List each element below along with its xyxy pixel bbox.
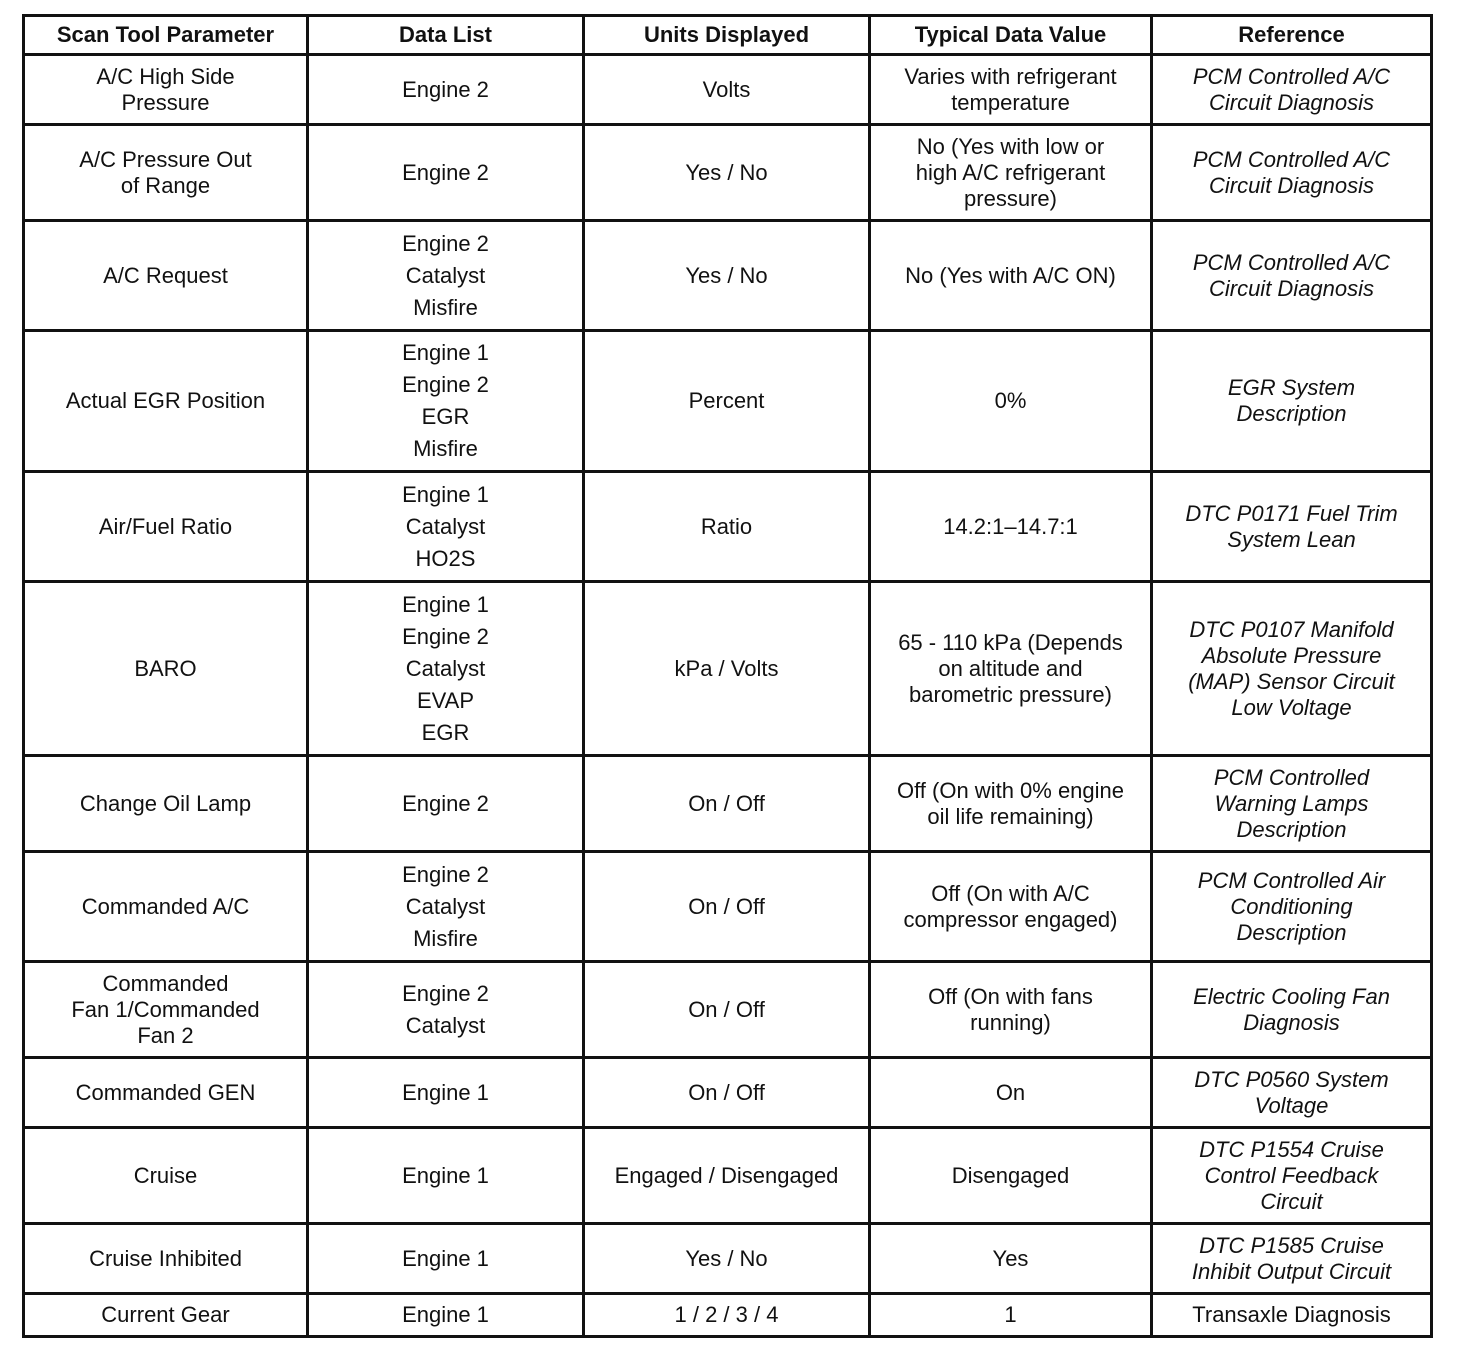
typical-value-cell-line: temperature: [951, 89, 1070, 115]
reference-cell-line: Circuit Diagnosis: [1208, 172, 1375, 198]
units-cell: kPa / Volts: [584, 582, 870, 756]
reference-cell-line: Inhibit Output Circuit: [1191, 1258, 1392, 1284]
data-list-cell-line: Engine 2: [402, 230, 489, 256]
reference-cell: [1152, 1058, 1432, 1128]
table-row: [24, 852, 1432, 962]
units-cell: Ratio: [584, 472, 870, 582]
data-list-cell: [308, 331, 584, 472]
table-row: [24, 125, 1432, 221]
reference-cell-line: DTC P1585 Cruise: [1199, 1232, 1384, 1258]
reference-cell-line: Description: [1236, 816, 1347, 842]
typical-value-cell-line: compressor engaged): [903, 906, 1118, 932]
reference-cell-line: Electric Cooling Fan: [1193, 983, 1390, 1009]
typical-value-cell: [870, 331, 1152, 472]
typical-value-cell-line: No (Yes with A/C ON): [905, 262, 1116, 288]
typical-value-cell: [870, 962, 1152, 1058]
table-row: [24, 962, 1432, 1058]
parameter-cell: [24, 331, 308, 472]
header-reference: Reference: [1152, 16, 1432, 55]
data-list-cell: [308, 582, 584, 756]
units-cell: Yes / No: [584, 221, 870, 331]
typical-value-cell: [870, 852, 1152, 962]
reference-cell-line: Circuit Diagnosis: [1208, 89, 1375, 115]
parameter-cell-line: A/C High Side: [96, 63, 235, 89]
parameter-cell: [24, 472, 308, 582]
units-cell: On / Off: [584, 852, 870, 962]
typical-value-cell-line: On: [995, 1079, 1026, 1105]
header-typical-data-value: Typical Data Value: [870, 16, 1152, 55]
data-list-cell-line: Misfire: [413, 436, 478, 461]
typical-value-cell-line: No (Yes with low or: [916, 133, 1105, 159]
table-row: [24, 1128, 1432, 1224]
parameter-cell: [24, 852, 308, 962]
reference-cell-line: System Lean: [1227, 526, 1356, 552]
parameter-cell: [24, 582, 308, 756]
typical-value-cell: [870, 582, 1152, 756]
typical-value-cell-line: 0%: [994, 388, 1027, 413]
reference-cell-line: DTC P0107 Manifold: [1189, 616, 1394, 642]
reference-cell-line: Circuit Diagnosis: [1208, 275, 1375, 301]
parameter-cell-line: Change Oil Lamp: [79, 790, 252, 816]
parameter-cell: [24, 756, 308, 852]
table-body: [24, 55, 1432, 1337]
typical-value-cell-line: Yes: [992, 1245, 1029, 1271]
data-list-cell-line: Engine 1: [402, 1302, 489, 1327]
data-list-cell-line: Engine 2: [402, 861, 489, 887]
parameter-cell-line: A/C Request: [103, 262, 228, 288]
reference-cell: [1152, 1224, 1432, 1294]
parameter-cell: [24, 1128, 308, 1224]
table-row: [24, 1294, 1432, 1337]
parameter-cell: [24, 1294, 308, 1337]
units-cell: Yes / No: [584, 125, 870, 221]
reference-cell-line: Description: [1236, 919, 1347, 945]
data-list-cell: [308, 1224, 584, 1294]
data-list-cell: [308, 1058, 584, 1128]
data-list-cell: [308, 756, 584, 852]
data-list-cell-line: EGR: [421, 404, 470, 429]
data-list-cell-line: Engine 1: [402, 591, 489, 617]
typical-value-cell: [870, 55, 1152, 125]
parameter-cell-line: Current Gear: [101, 1302, 230, 1327]
typical-value-cell-line: Varies with refrigerant: [904, 63, 1117, 89]
parameter-cell: [24, 221, 308, 331]
table-header-row: [24, 16, 1432, 55]
typical-value-cell: [870, 756, 1152, 852]
scan-tool-data-table: [22, 14, 1433, 1338]
parameter-cell-line: Actual EGR Position: [65, 388, 266, 413]
reference-cell: [1152, 331, 1432, 472]
data-list-cell-line: Engine 1: [402, 1079, 489, 1105]
data-list-cell: [308, 221, 584, 331]
typical-value-cell-line: barometric pressure): [909, 681, 1112, 707]
data-list-cell: [308, 962, 584, 1058]
parameter-cell: [24, 1224, 308, 1294]
units-cell: 1 / 2 / 3 / 4: [584, 1294, 870, 1337]
data-list-cell-line: EVAP: [416, 687, 475, 713]
parameter-cell-line: BARO: [134, 655, 197, 681]
data-list-cell-line: Misfire: [413, 294, 478, 320]
data-list-cell-line: EGR: [421, 719, 470, 745]
typical-value-cell-line: high A/C refrigerant: [915, 159, 1106, 185]
typical-value-cell: [870, 125, 1152, 221]
reference-cell-line: PCM Controlled A/C: [1192, 146, 1391, 172]
data-list-cell-line: Catalyst: [405, 893, 486, 919]
reference-cell-line: Absolute Pressure: [1201, 642, 1382, 668]
reference-cell-line: Voltage: [1254, 1092, 1329, 1118]
data-list-cell-line: Engine 2: [402, 159, 489, 185]
reference-cell: [1152, 125, 1432, 221]
parameter-cell-line: Commanded GEN: [75, 1079, 256, 1105]
data-list-cell: [308, 55, 584, 125]
units-cell: Volts: [584, 55, 870, 125]
typical-value-cell: [870, 1128, 1152, 1224]
reference-cell-line: Circuit: [1260, 1188, 1323, 1214]
scan-tool-data-table-container: [22, 14, 1430, 1338]
units-cell: On / Off: [584, 756, 870, 852]
typical-value-cell: [870, 1058, 1152, 1128]
table-row: [24, 582, 1432, 756]
reference-cell-line: Conditioning: [1230, 893, 1353, 919]
reference-cell-line: PCM Controlled A/C: [1192, 63, 1391, 89]
reference-cell: [1152, 221, 1432, 331]
parameter-cell: [24, 962, 308, 1058]
units-cell: On / Off: [584, 962, 870, 1058]
reference-cell: [1152, 1128, 1432, 1224]
reference-cell: [1152, 1294, 1432, 1337]
reference-cell: [1152, 962, 1432, 1058]
data-list-cell-line: HO2S: [415, 545, 476, 571]
reference-cell-line: PCM Controlled A/C: [1192, 249, 1391, 275]
typical-value-cell-line: 65 - 110 kPa (Depends: [898, 629, 1123, 655]
table-row: [24, 1058, 1432, 1128]
header-scan-tool-parameter: Scan Tool Parameter: [24, 16, 308, 55]
units-cell: Engaged / Disengaged: [584, 1128, 870, 1224]
reference-cell-line: Warning Lamps: [1214, 790, 1369, 816]
parameter-cell-line: of Range: [120, 172, 211, 198]
data-list-cell-line: Engine 1: [402, 481, 489, 507]
reference-cell-line: DTC P0560 System: [1194, 1066, 1389, 1092]
reference-cell-line: Control Feedback: [1204, 1162, 1379, 1188]
reference-cell: [1152, 852, 1432, 962]
reference-cell-line: DTC P1554 Cruise: [1199, 1136, 1384, 1162]
typical-value-cell: [870, 472, 1152, 582]
parameter-cell: [24, 125, 308, 221]
data-list-cell-line: Catalyst: [405, 1012, 486, 1038]
data-list-cell-line: Engine 1: [402, 1245, 489, 1271]
reference-cell-line: EGR System: [1227, 375, 1356, 400]
reference-cell: [1152, 472, 1432, 582]
data-list-cell-line: Engine 2: [402, 980, 489, 1006]
units-cell: On / Off: [584, 1058, 870, 1128]
parameter-cell-line: Commanded A/C: [81, 893, 250, 919]
typical-value-cell: [870, 221, 1152, 331]
typical-value-cell-line: Off (On with fans: [928, 983, 1093, 1009]
reference-cell-line: Low Voltage: [1231, 694, 1352, 720]
typical-value-cell-line: running): [970, 1009, 1051, 1035]
table-row: [24, 756, 1432, 852]
typical-value-cell-line: oil life remaining): [927, 803, 1094, 829]
typical-value-cell-line: Off (On with 0% engine: [896, 777, 1125, 803]
parameter-cell-line: A/C Pressure Out: [79, 146, 252, 172]
units-cell: Percent: [584, 331, 870, 472]
reference-cell-line: Transaxle Diagnosis: [1192, 1302, 1391, 1327]
data-list-cell: [308, 1128, 584, 1224]
typical-value-cell-line: pressure): [964, 185, 1057, 211]
parameter-cell-line: Cruise Inhibited: [89, 1245, 242, 1271]
parameter-cell-line: Cruise: [133, 1162, 198, 1188]
units-cell: Yes / No: [584, 1224, 870, 1294]
parameter-cell-line: Pressure: [121, 89, 210, 115]
parameter-cell: [24, 55, 308, 125]
parameter-cell-line: Commanded: [102, 970, 229, 996]
table-row: [24, 221, 1432, 331]
data-list-cell-line: Engine 2: [402, 623, 489, 649]
data-list-cell: [308, 1294, 584, 1337]
header-units-displayed: Units Displayed: [584, 16, 870, 55]
data-list-cell-line: Engine 2: [402, 76, 489, 102]
typical-value-cell-line: 14.2:1–14.7:1: [943, 513, 1078, 539]
data-list-cell: [308, 472, 584, 582]
typical-value-cell: [870, 1224, 1152, 1294]
reference-cell: [1152, 55, 1432, 125]
typical-value-cell-line: Off (On with A/C: [931, 880, 1090, 906]
reference-cell: [1152, 756, 1432, 852]
parameter-cell: [24, 1058, 308, 1128]
data-list-cell-line: Catalyst: [405, 655, 486, 681]
data-list-cell: [308, 852, 584, 962]
table-row: [24, 331, 1432, 472]
reference-cell-line: PCM Controlled: [1213, 764, 1370, 790]
header-data-list: Data List: [308, 16, 584, 55]
typical-value-cell-line: Disengaged: [951, 1162, 1070, 1188]
typical-value-cell: [870, 1294, 1152, 1337]
table-row: [24, 1224, 1432, 1294]
data-list-cell-line: Engine 1: [402, 1162, 489, 1188]
reference-cell: [1152, 582, 1432, 756]
reference-cell-line: Description: [1236, 401, 1347, 426]
reference-cell-line: Diagnosis: [1243, 1009, 1340, 1035]
data-list-cell-line: Catalyst: [405, 513, 486, 539]
parameter-cell-line: Fan 1/Commanded: [71, 996, 260, 1022]
data-list-cell-line: Engine 2: [402, 790, 489, 816]
typical-value-cell-line: 1: [1004, 1302, 1017, 1327]
reference-cell-line: PCM Controlled Air: [1197, 867, 1386, 893]
parameter-cell-line: Fan 2: [137, 1022, 194, 1048]
reference-cell-line: (MAP) Sensor Circuit: [1188, 668, 1395, 694]
reference-cell-line: DTC P0171 Fuel Trim: [1185, 500, 1398, 526]
table-row: [24, 55, 1432, 125]
typical-value-cell-line: on altitude and: [938, 655, 1083, 681]
data-list-cell-line: Engine 1: [402, 340, 489, 365]
data-list-cell-line: Catalyst: [405, 262, 486, 288]
table-row: [24, 472, 1432, 582]
data-list-cell-line: Misfire: [413, 925, 478, 951]
data-list-cell: [308, 125, 584, 221]
parameter-cell-line: Air/Fuel Ratio: [98, 513, 233, 539]
data-list-cell-line: Engine 2: [402, 372, 489, 397]
